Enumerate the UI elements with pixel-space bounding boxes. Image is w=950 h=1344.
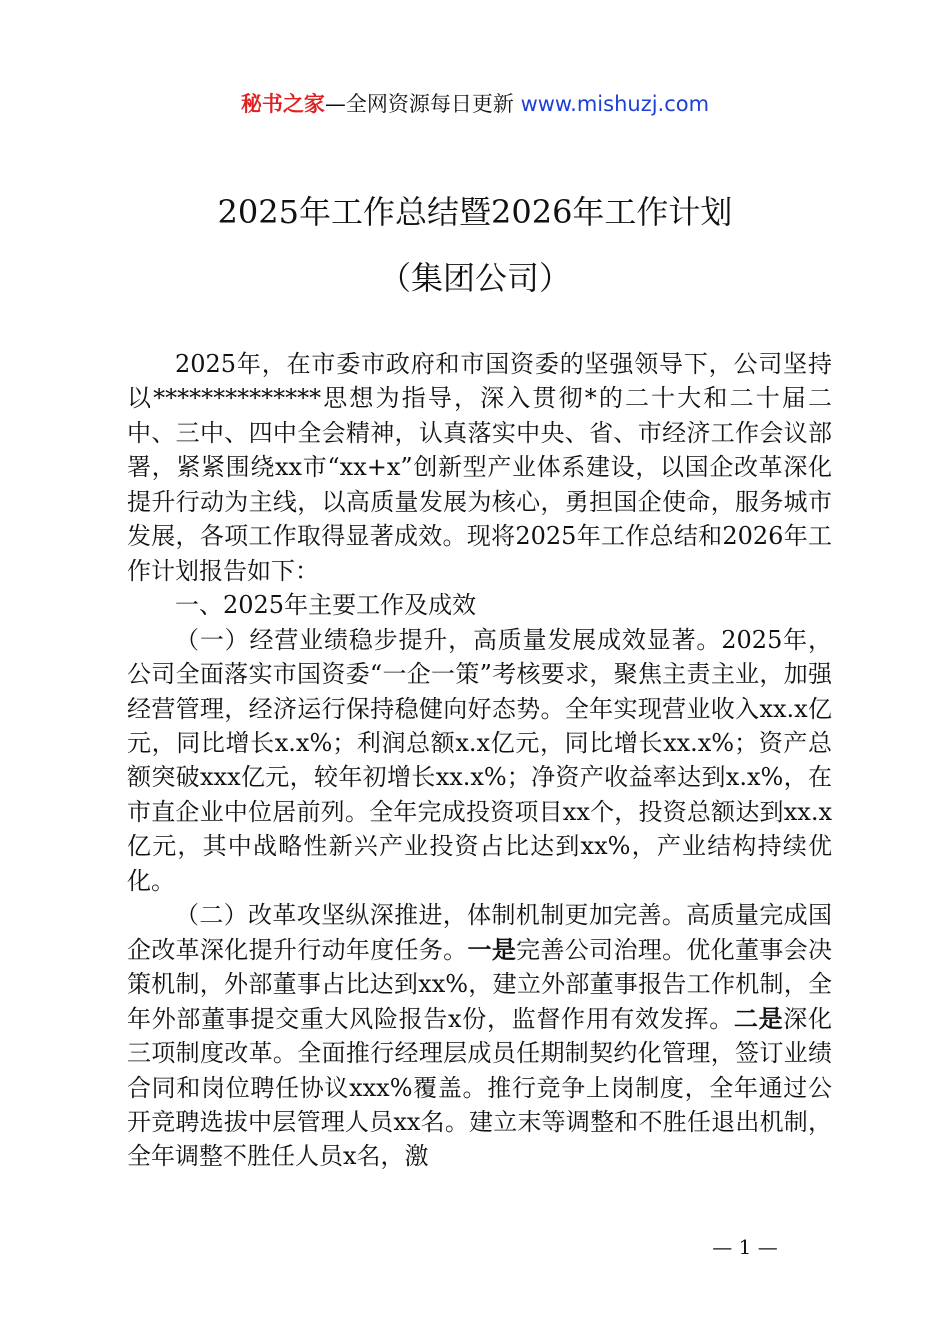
header-tagline: 全网资源每日更新 — [345, 92, 521, 116]
document-body — [127, 347, 832, 1174]
header-separator: — — [324, 92, 346, 116]
item-two-bold-marker-2: 二是 — [733, 1003, 784, 1033]
item-two-text-part1: （二）改革攻坚纵深推进，体制机制更加完善。高质量完成国企改革深化提升行动年度任务。 — [127, 901, 832, 964]
intro-paragraph: 2025年，在市委市政府和市国资委的坚强领导下，公司坚持以**************思想为指导，深入贯彻*的二十大和二十届二中、三中、四中全会精神，认真落实中央、省、市经济工作会议部署，紧紧围绕xx市“xx+x”创新型产业体系建设，以国企改革深化提升行动为主线，以高质量发展为核心，勇担国企使命，服务城市发展，各项工作取得显著成效。现将2025年工作总结和2026年工作计划报告如下： — [127, 350, 832, 585]
item-two-text-part2: 完善公司治理。优化董事会决策机制，外部董事占比达到xx%，建立外部董事报告工作机制，全年外部董事提交重大风险报告x份，监督作用有效发挥。 — [127, 935, 833, 1033]
site-header-banner — [0, 86, 950, 122]
document-title: 2025年工作总结暨2026年工作计划 — [217, 193, 733, 231]
item-one-paragraph: （一）经营业绩稳步提升，高质量发展成效显著。2025年，公司全面落实市国资委“一企一策”考核要求，聚焦主责主业，加强经营管理，经济运行保持稳健向好态势。全年实现营业收入xx.x亿元，同比增长x.x%；利润总额x.x亿元，同比增长xx.x%；资产总额突破xxx亿元，较年初增长xx.x%；净资产收益率达到x.x%，在市直企业中位居前列。全年完成投资项目xx个，投资总额达到xx.x亿元，其中战略性新兴产业投资占比达到xx%，产业结构持续优化。 — [127, 625, 832, 895]
site-url-link[interactable]: www.mishuzj.com — [520, 92, 710, 116]
item-two-bold-marker-1: 一是 — [467, 934, 517, 964]
item-two-paragraph — [127, 898, 832, 1174]
page-number: — 1 — — [712, 1235, 778, 1259]
document-subtitle: （集团公司） — [378, 259, 571, 297]
item-two-text-part3: 深化三项制度改革。全面推行经理层成员任期制契约化管理，签订业绩合同和岗位聘任协议xxx%覆盖。推行竞争上岗制度，全年通过公开竞聘选拔中层管理人员xx名。建立末等调整和不胜任退出机制，全年调整不胜任人员x名，激 — [127, 1004, 832, 1171]
site-brand-name: 秘书之家 — [240, 92, 325, 116]
section-heading: 一、2025年主要工作及成效 — [175, 591, 477, 620]
